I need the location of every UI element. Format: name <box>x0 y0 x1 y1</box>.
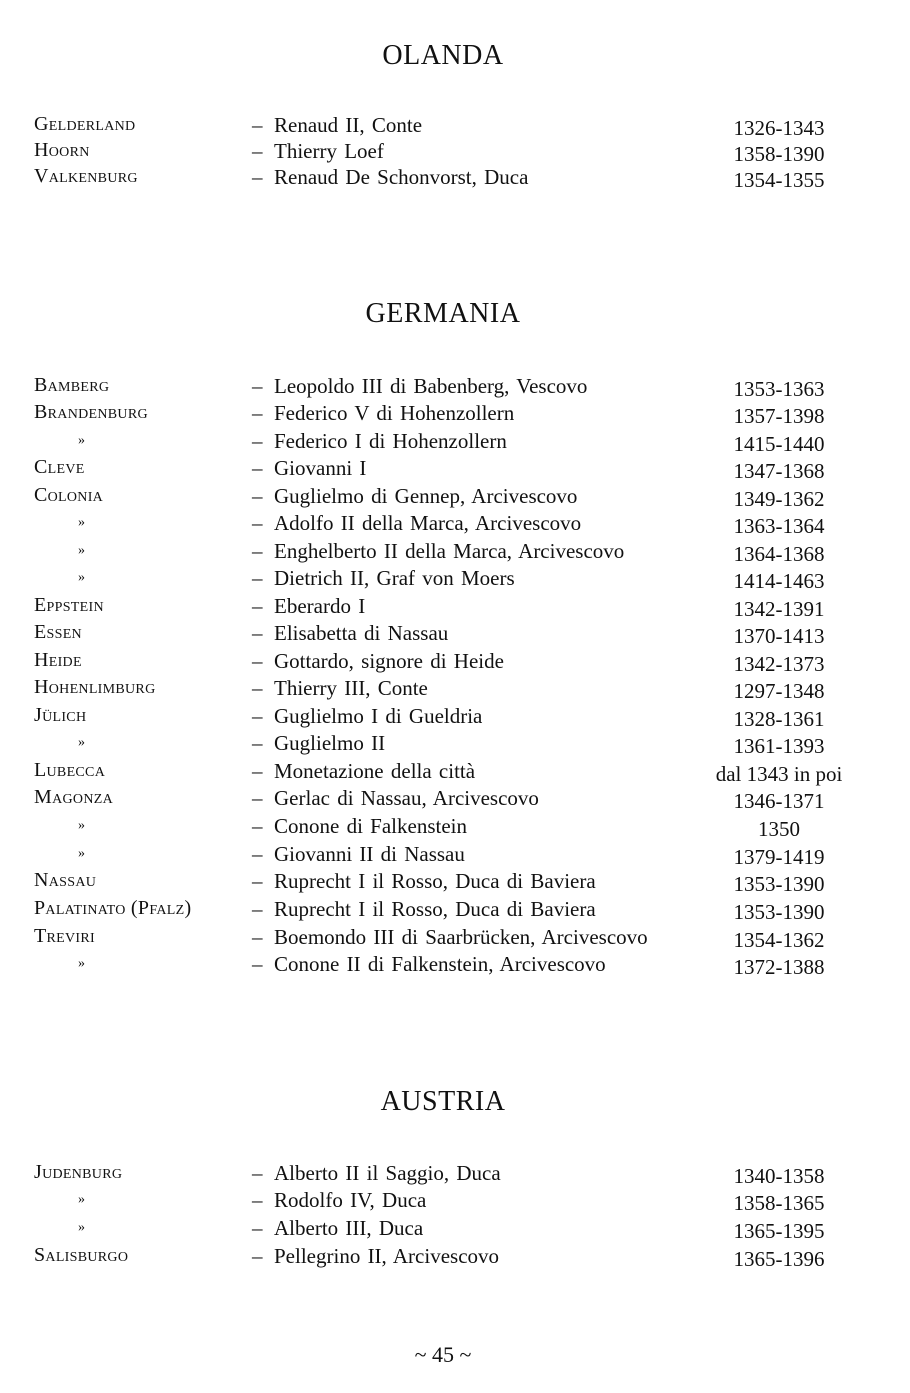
dash: – <box>252 1216 263 1240</box>
table-row <box>0 704 910 731</box>
date-range: 1342-1391 <box>733 597 825 621</box>
place-name: Heide <box>34 649 82 671</box>
date-range: 1358-1390 <box>733 142 825 166</box>
dash: – <box>252 484 263 508</box>
date-range: 1326-1343 <box>733 116 825 140</box>
date-range: dal 1343 in poi <box>715 762 843 786</box>
table-row <box>0 621 910 648</box>
date-range: 1353-1390 <box>733 872 825 896</box>
dash: – <box>252 1244 263 1268</box>
dash: – <box>252 704 263 728</box>
date-range: 1379-1419 <box>733 845 825 869</box>
date-range: 1297-1348 <box>733 679 825 703</box>
place-name: Bamberg <box>34 374 110 396</box>
page-number: ~ 45 ~ <box>414 1342 472 1367</box>
ruler-name: Elisabetta di Nassau <box>274 621 449 645</box>
table-row <box>0 456 910 483</box>
place-name: Hoorn <box>34 139 90 161</box>
date-range: 1328-1361 <box>733 707 825 731</box>
ditto-mark: » <box>78 956 86 971</box>
ruler-name: Thierry Loef <box>274 139 384 163</box>
date-range: 1365-1395 <box>733 1219 825 1243</box>
date-range: 1363-1364 <box>733 514 825 538</box>
ditto-mark: » <box>78 433 86 448</box>
dash: – <box>252 731 263 755</box>
ditto-mark: » <box>78 1220 86 1235</box>
ruler-name: Federico I di Hohenzollern <box>274 429 507 453</box>
place-name: Cleve <box>34 456 85 478</box>
ruler-name: Giovanni I <box>274 456 367 480</box>
place-name: Eppstein <box>34 594 104 616</box>
ruler-name: Eberardo I <box>274 594 366 618</box>
place-name: Essen <box>34 621 82 643</box>
dash: – <box>252 456 263 480</box>
dash: – <box>252 814 263 838</box>
date-range: 1354-1355 <box>733 168 825 192</box>
table-row <box>0 731 910 758</box>
ditto-mark: » <box>78 515 86 530</box>
place-name: Judenburg <box>34 1161 123 1183</box>
ditto-mark: » <box>78 846 86 861</box>
place-name: Salisburgo <box>34 1244 129 1266</box>
date-range: 1346-1371 <box>733 789 825 813</box>
date-range: 1350 <box>758 817 800 841</box>
dash: – <box>252 759 263 783</box>
ruler-name: Guglielmo I di Gueldria <box>274 704 483 728</box>
ruler-name: Monetazione della città <box>274 759 476 783</box>
ruler-name: Renaud II, Conte <box>274 113 423 137</box>
date-range: 1361-1393 <box>733 734 825 758</box>
date-range: 1364-1368 <box>733 542 825 566</box>
ruler-name: Conone II di Falkenstein, Arcivescovo <box>274 952 606 976</box>
ditto-mark: » <box>78 1192 86 1207</box>
dash: – <box>252 925 263 949</box>
section-title: GERMANIA <box>365 298 521 329</box>
ruler-name: Alberto III, Duca <box>274 1216 424 1240</box>
place-name: Brandenburg <box>34 401 148 423</box>
table-row <box>0 165 910 192</box>
dash: – <box>252 952 263 976</box>
dash: – <box>252 401 263 425</box>
ruler-name: Guglielmo di Gennep, Arcivescovo <box>274 484 578 508</box>
dash: – <box>252 897 263 921</box>
table-row <box>0 374 910 401</box>
dash: – <box>252 539 263 563</box>
date-range: 1342-1373 <box>733 652 825 676</box>
ruler-name: Renaud De Schonvorst, Duca <box>274 165 529 189</box>
place-name: Valkenburg <box>34 165 138 187</box>
table-row <box>0 759 910 786</box>
date-range: 1353-1390 <box>733 900 825 924</box>
ruler-name: Dietrich II, Graf von Moers <box>274 566 515 590</box>
date-range: 1357-1398 <box>733 404 825 428</box>
place-name: Hohenlimburg <box>34 676 156 698</box>
ruler-name: Thierry III, Conte <box>274 676 428 700</box>
dash: – <box>252 621 263 645</box>
dash: – <box>252 165 263 189</box>
date-range: 1358-1365 <box>733 1191 825 1215</box>
table-row <box>0 842 910 869</box>
dash: – <box>252 676 263 700</box>
date-range: 1347-1368 <box>733 459 825 483</box>
table-row <box>0 429 910 456</box>
ditto-mark: » <box>78 543 86 558</box>
table-row <box>0 1244 910 1271</box>
table-row <box>0 786 910 813</box>
table-row <box>0 925 910 952</box>
table-row <box>0 676 910 703</box>
place-name: Colonia <box>34 484 104 506</box>
dash: – <box>252 786 263 810</box>
place-name: Lubecca <box>34 759 106 781</box>
ruler-name: Rodolfo IV, Duca <box>274 1188 427 1212</box>
date-range: 1414-1463 <box>733 569 825 593</box>
ruler-name: Federico V di Hohenzollern <box>274 401 515 425</box>
place-name: Nassau <box>34 869 97 891</box>
dash: – <box>252 566 263 590</box>
ditto-mark: » <box>78 735 86 750</box>
place-name: Magonza <box>34 786 113 808</box>
dash: – <box>252 594 263 618</box>
date-range: 1365-1396 <box>733 1247 825 1271</box>
dash: – <box>252 649 263 673</box>
date-range: 1354-1362 <box>733 928 825 952</box>
table-row <box>0 1188 910 1215</box>
table-row <box>0 401 910 428</box>
table-row <box>0 566 910 593</box>
table-row <box>0 113 910 140</box>
table-row <box>0 594 910 621</box>
table-row <box>0 1161 910 1188</box>
table-row <box>0 952 910 979</box>
place-name: Palatinato (Pfalz) <box>34 897 192 919</box>
date-range: 1353-1363 <box>733 377 825 401</box>
section-title: OLANDA <box>382 40 504 71</box>
ruler-name: Ruprecht I il Rosso, Duca di Baviera <box>274 897 596 921</box>
ruler-name: Boemondo III di Saarbrücken, Arcivescovo <box>274 925 648 949</box>
table-row <box>0 869 910 896</box>
table-row <box>0 897 910 924</box>
table-row <box>0 139 910 166</box>
date-range: 1349-1362 <box>733 487 825 511</box>
table-row <box>0 511 910 538</box>
table-row <box>0 1216 910 1243</box>
date-range: 1370-1413 <box>733 624 825 648</box>
dash: – <box>252 511 263 535</box>
dash: – <box>252 113 263 137</box>
ruler-name: Alberto II il Saggio, Duca <box>274 1161 501 1185</box>
table-row <box>0 539 910 566</box>
ruler-name: Giovanni II di Nassau <box>274 842 465 866</box>
ruler-name: Pellegrino II, Arcivescovo <box>274 1244 500 1268</box>
dash: – <box>252 139 263 163</box>
date-range: 1340-1358 <box>733 1164 825 1188</box>
ditto-mark: » <box>78 818 86 833</box>
dash: – <box>252 842 263 866</box>
ruler-name: Adolfo II della Marca, Arcivescovo <box>274 511 582 535</box>
ruler-name: Conone di Falkenstein <box>274 814 467 838</box>
dash: – <box>252 1188 263 1212</box>
dash: – <box>252 869 263 893</box>
date-range: 1372-1388 <box>733 955 825 979</box>
dash: – <box>252 429 263 453</box>
ruler-name: Ruprecht I il Rosso, Duca di Baviera <box>274 869 596 893</box>
ruler-name: Guglielmo II <box>274 731 386 755</box>
ruler-name: Leopoldo III di Babenberg, Vescovo <box>274 374 588 398</box>
table-row <box>0 484 910 511</box>
ruler-name: Enghelberto II della Marca, Arcivescovo <box>274 539 625 563</box>
date-range: 1415-1440 <box>733 432 825 456</box>
dash: – <box>252 1161 263 1185</box>
table-row <box>0 814 910 841</box>
place-name: Treviri <box>34 925 95 947</box>
ruler-name: Gottardo, signore di Heide <box>274 649 504 673</box>
dash: – <box>252 374 263 398</box>
place-name: Gelderland <box>34 113 136 135</box>
section-title: AUSTRIA <box>380 1086 506 1117</box>
ditto-mark: » <box>78 570 86 585</box>
place-name: Jülich <box>34 704 87 726</box>
table-row <box>0 649 910 676</box>
ruler-name: Gerlac di Nassau, Arcivescovo <box>274 786 539 810</box>
